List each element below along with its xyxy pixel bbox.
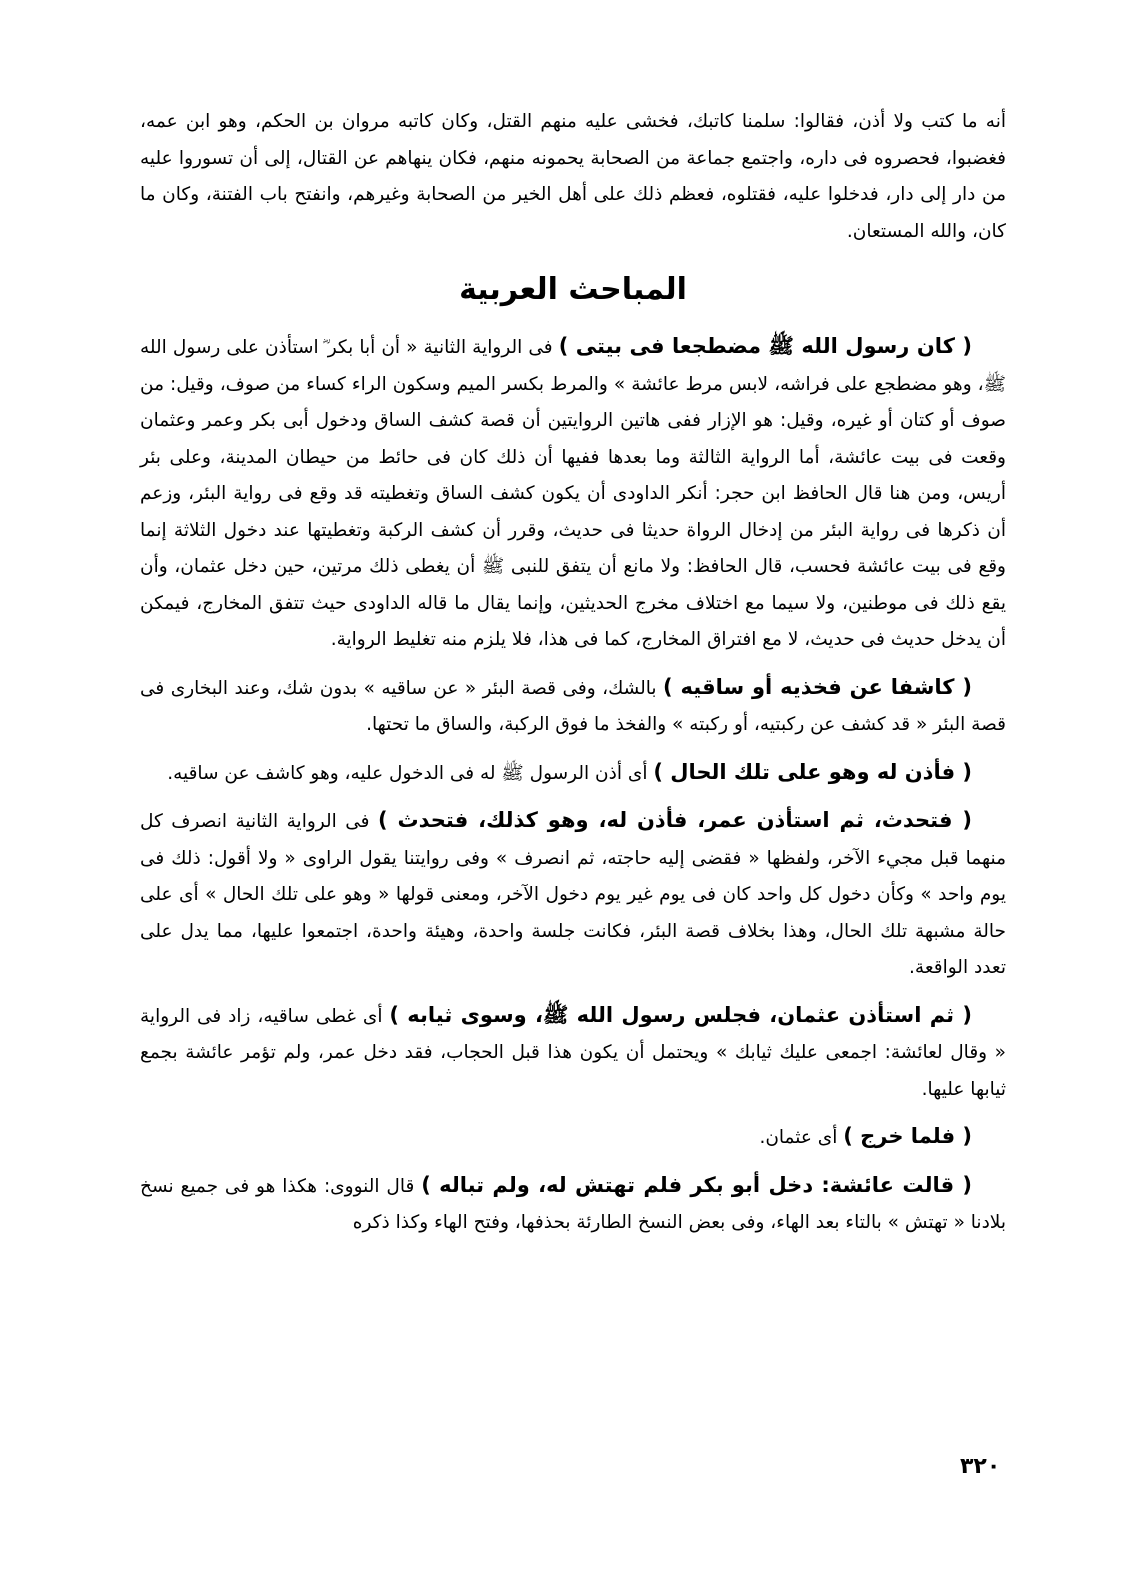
page-number: ٣٢٠ — [960, 1454, 1001, 1479]
entry-text: أى أذن الرسول ﷺ له فى الدخول عليه، وهو كاشف عن ساقيه. — [167, 762, 648, 784]
entry-lemma: ( فلما خرج ) — [843, 1124, 972, 1148]
entry-text: أى عثمان. — [759, 1127, 838, 1148]
entry-text: بالشك، وفى قصة البئر « عن ساقيه » بدون شك، وعند البخارى فى قصة البئر « قد كشف عن ركبتيه، أو ركبته » والفخذ ما فوق الركبة، والساق ما تحتها. — [140, 677, 1006, 735]
entry-text: فى الرواية الثانية انصرف كل منهما قبل مجيء الآخر، ولفظها « فقضى إليه حاجته، ثم انصرف » وفى روايتنا يقول الراوى « ولا أقول: ذلك فى يوم واحد » وكأن دخول كل واحد كان فى يوم غير يوم دخول الآخر، ومعنى قولها « وهو على تلك الحال » أى على حالة مشبهة تلك الحال، وهذا بخلاف قصة البئر، فكانت جلسة واحدة، وهيئة واحدة، اجتمعوا عليها، مما يدل على تعدد الواقعة. — [140, 811, 1006, 978]
book-page — [140, 104, 1006, 1242]
commentary-entry — [140, 1167, 1006, 1242]
commentary-entry — [140, 328, 1006, 659]
intro-paragraph: أنه ما كتب ولا أذن، فقالوا: سلمنا كاتبك، فخشى عليه منهم القتل، وكان كاتبه مروان بن الحكم، وهو ابن عمه، فغضبوا، فحصروه فى داره، واجتمع جماعة من الصحابة يحمونه منهم، فكان ينهاهم عن القتال، إلى أن تسوروا عليه من دار إلى دار، فدخلوا عليه، فقتلوه، فعظم ذلك على أهل الخير من الصحابة وغيرهم، وانفتح باب الفتنة، وكان ما كان، والله المستعان. — [140, 111, 1006, 242]
entry-text: أى غطى ساقيه، زاد فى الرواية « وقال لعائشة: اجمعى عليك ثيابك » ويحتمل أن يكون هذا قبل الحجاب، فقد دخل عمر، ولم تؤمر عائشة بجمع ثيابها عليها. — [140, 1005, 1006, 1100]
commentary-entry — [140, 802, 1006, 987]
entry-lemma: ( كان رسول الله ﷺ مضطجعا فى بيتى ) — [558, 334, 972, 358]
commentary-entry — [140, 1118, 1006, 1157]
commentary-entry — [140, 669, 1006, 744]
commentary-entry — [140, 754, 1006, 793]
entry-lemma: ( كاشفا عن فخذيه أو ساقيه ) — [663, 674, 972, 699]
entry-lemma: ( فتحدث، ثم استأذن عمر، فأذن له، وهو كذلك، فتحدث ) — [378, 808, 972, 832]
entry-lemma: ( فأذن له وهو على تلك الحال ) — [653, 759, 972, 784]
entry-text: فى الرواية الثانية « أن أبا بكر ؓ استأذن على رسول الله ﷺ، وهو مضطجع على فراشه، لابس مرط عائشة » والمرط بكسر الميم وسكون الراء كساء من صوف، وقيل: من صوف أو كتان أو غيره، وقيل: هو الإزار ففى هاتين الروايتين أن قصة كشف الساق ودخول أبى بكر وعمر وعثمان وقعت فى بيت عائشة، أما الرواية الثالثة وما بعدها ففيها أن ذلك كان فى حائط من حيطان المدينة، وعلى بئر أريس، ومن هنا قال الحافظ ابن حجر: أنكر الداودى أن يكون كشف الساق وتغطيته قد وقع فى رواية البئر، وزعم أن ذكرها فى رواية البئر من إدخال الرواة حديثا فى حديث، وقرر أن كشف الركبة وتغطيتها عند دخول الثلاثة إنما وقع فى بيت عائشة فحسب، قال الحافظ: ولا مانع أن يتفق للنبى ﷺ أن يغطى ذلك مرتين، حين دخل عثمان، وأن يقع ذلك فى موطنين، ولا سيما مع اختلاف مخرج الحديثين، وإنما يقال ما قاله الداودى حيث تتفق المخارج، فيمكن أن يدخل حديث فى حديث، لا مع افتراق المخارج، كما فى هذا، فلا يلزم منه تغليط الرواية. — [140, 337, 1006, 650]
section-heading: المباحث العربية — [459, 272, 687, 307]
commentary-entry — [140, 997, 1006, 1109]
entry-lemma: ( قالت عائشة: دخل أبو بكر فلم تهتش له، ولم تباله ) — [421, 1172, 972, 1197]
entry-lemma: ( ثم استأذن عثمان، فجلس رسول الله ﷺ، وسوى ثيابه ) — [389, 1002, 972, 1027]
entry-text: قال النووى: هكذا هو فى جميع نسخ بلادنا « تهتش » بالتاء بعد الهاء، وفى بعض النسخ الطارئة بحذفها، وفتح الهاء وكذا ذكره — [140, 1175, 1006, 1233]
